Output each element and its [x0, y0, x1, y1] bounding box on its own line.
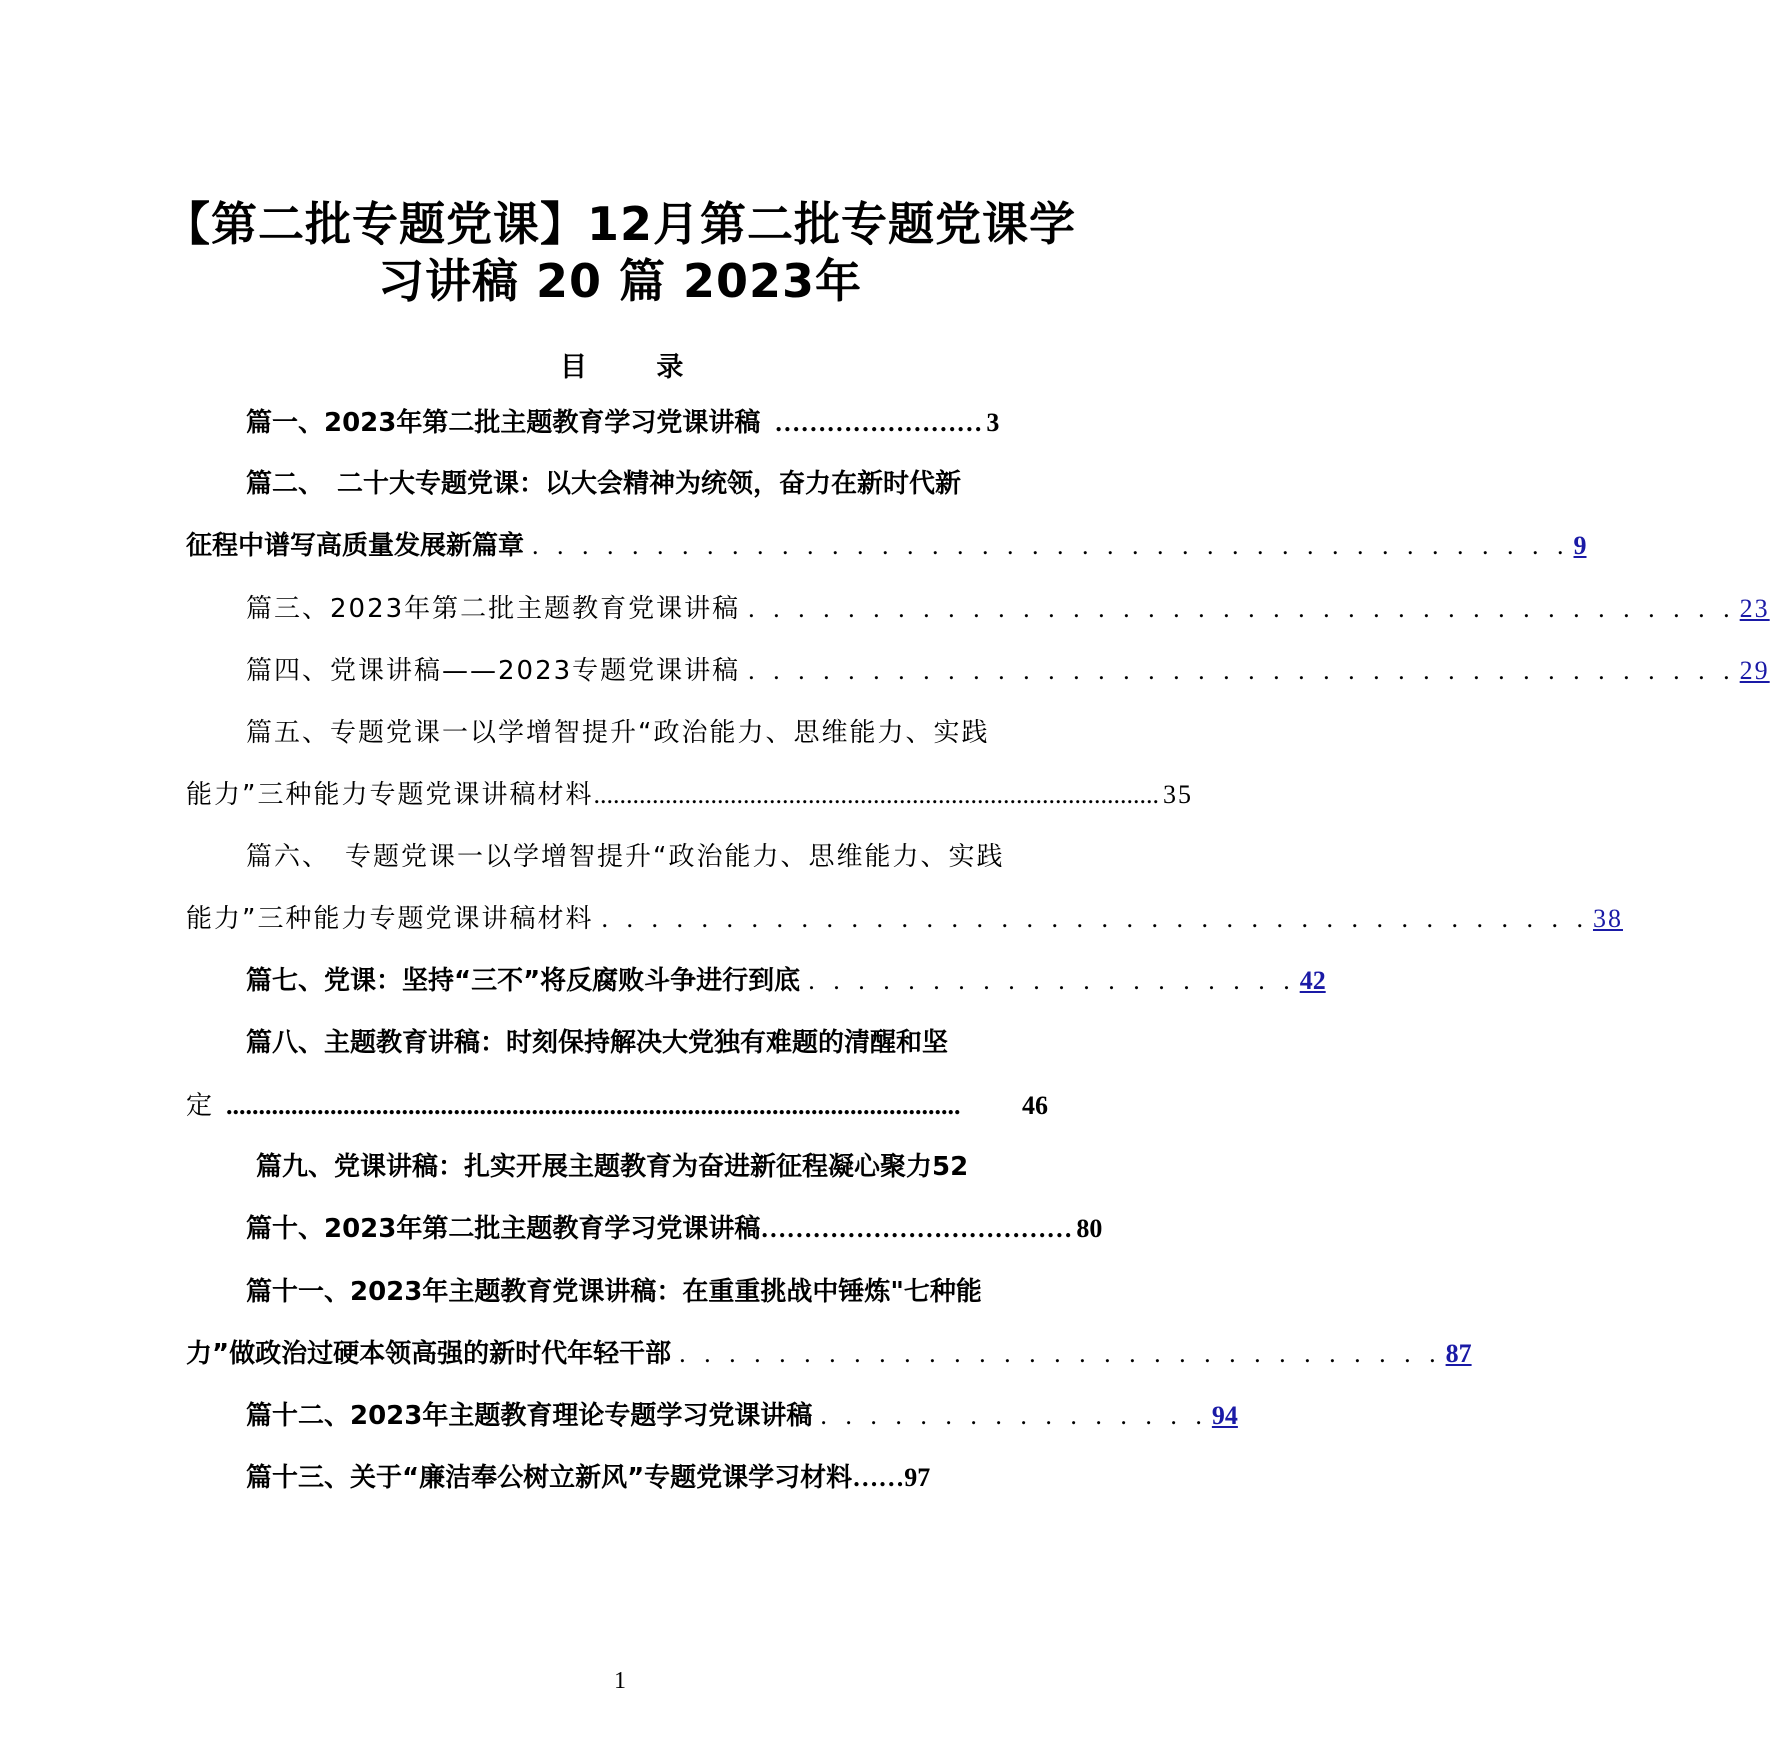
toc-entry-title: 篇六、 专题党课一以学增智提升“政治能力、思维能力、实践 [246, 842, 1005, 872]
toc-entry-title: 篇七、党课：坚持“三不”将反腐败斗争进行到底 [246, 966, 801, 996]
toc-entry-line[interactable] [246, 1022, 1046, 1059]
toc-entry-line[interactable] [246, 712, 1046, 749]
toc-entry-title: 力”做政治过硬本领高强的新时代年轻干部 [186, 1339, 672, 1369]
toc-entry-title: 篇十二、2023年主题教育理论专题学习党课讲稿 [246, 1401, 813, 1431]
toc-entry-title: 篇九、党课讲稿：扎实开展主题教育为奋进新征程凝心聚力52 [256, 1152, 969, 1182]
toc-leader: …………………… [774, 408, 983, 437]
toc-entry[interactable] [246, 588, 1770, 625]
toc-entry-title: 篇四、党课讲稿——2023专题党课讲稿 [246, 656, 741, 686]
toc-entry-line[interactable] [186, 1085, 1048, 1122]
toc-entry-title: 征程中谱写高质量发展新篇章 [186, 531, 525, 561]
toc-leader: . . . . . . . . . . . . . . . . . . . . . . . . . . . . . . . . . . . . . . . . . . [532, 531, 1570, 560]
toc-leader: ……………………………… [760, 1214, 1073, 1243]
toc-heading: 目 录 [560, 352, 714, 383]
toc-leader: . . . . . . . . . . . . . . . . . . . . . . . . . . . . . . . . . . . . . . . . [748, 656, 1736, 685]
toc-entry-title: 篇二、 二十大专题党课：以大会精神为统领，奋力在新时代新 [246, 469, 962, 499]
toc-entry-page-link[interactable]: 29 [1739, 656, 1770, 685]
toc-entry[interactable] [256, 1146, 1056, 1183]
toc-leader: . . . . . . . . . . . . . . . . . . . . . . . . . . . . . . . . . . . . . . . . [748, 594, 1736, 623]
toc-entry-page-link[interactable]: 23 [1739, 594, 1770, 623]
document-title-line-2: 习讲稿 20 篇 2023年 [377, 254, 863, 308]
toc-entry[interactable] [246, 1457, 1046, 1494]
toc-entry-page: 97 [904, 1463, 931, 1492]
toc-entry-title: 篇三、2023年第二批主题教育党课讲稿 [246, 594, 741, 624]
toc-entry-line[interactable] [186, 774, 1193, 811]
toc-entry-line[interactable] [246, 1271, 1046, 1308]
document-title-line-1: 【第二批专题党课】12月第二批专题党课学 [163, 197, 1076, 251]
toc-entry-line[interactable] [186, 1333, 1472, 1370]
toc-entry-page-link[interactable]: 42 [1299, 966, 1326, 995]
toc-entry-title: 篇八、主题教育讲稿：时刻保持解决大党独有难题的清醒和坚 [246, 1028, 949, 1058]
toc-entry-title: 能力”三种能力专题党课讲稿材料 [186, 780, 594, 810]
toc-entry[interactable] [246, 402, 1038, 439]
toc-entry-page: 46 [1022, 1091, 1048, 1120]
toc-entry-line[interactable] [246, 463, 1046, 500]
toc-leader: . . . . . . . . . . . . . . . . . . . . . . . . . . . . . . . . . . . . . . . . [601, 904, 1589, 933]
toc-leader: . . . . . . . . . . . . . . . . . . . . [808, 966, 1296, 995]
toc-entry-title: 篇十一、2023年主题教育党课讲稿：在重重挑战中锤炼"七种能 [246, 1277, 982, 1307]
toc-entry[interactable] [246, 960, 1326, 997]
toc-entry-page-link[interactable]: 94 [1211, 1401, 1238, 1430]
toc-entry[interactable] [246, 650, 1770, 687]
page-number: 1 [614, 1668, 626, 1694]
toc-entry-title: 篇一、2023年第二批主题教育学习党课讲稿 [246, 408, 761, 438]
toc-entry-page: 80 [1076, 1214, 1103, 1243]
toc-leader: . . . . . . . . . . . . . . . . . . . . . . . . . . . . . . . [679, 1339, 1442, 1368]
toc-entry-line[interactable] [186, 898, 1623, 935]
toc-entry-title: 篇十三、关于“廉洁奉公树立新风”专题党课学习材料 [246, 1463, 853, 1493]
toc-leader: ................................................................................................................. [226, 1091, 961, 1120]
toc-entry-title: 篇十、2023年第二批主题教育学习党课讲稿 [246, 1214, 761, 1244]
toc-entry[interactable] [246, 1395, 1238, 1432]
toc-entry-page-link[interactable]: 9 [1573, 531, 1587, 560]
toc-entry[interactable] [246, 1208, 1103, 1245]
toc-entry-title: 定 [186, 1091, 213, 1121]
toc-entry-page-link[interactable]: 38 [1592, 904, 1623, 933]
toc-entry-title: 能力”三种能力专题党课讲稿材料 [186, 904, 594, 934]
toc-entry-title: 篇五、专题党课一以学增智提升“政治能力、思维能力、实践 [246, 718, 990, 748]
toc-entry-line[interactable] [186, 525, 1587, 562]
toc-entry-line[interactable] [246, 836, 1046, 873]
toc-entry-page-link[interactable]: 87 [1445, 1339, 1472, 1368]
toc-leader: …… [852, 1463, 905, 1492]
toc-entry-page: 35 [1162, 780, 1193, 809]
toc-leader: . . . . . . . . . . . . . . . . [820, 1401, 1208, 1430]
toc-leader: ....................................................................................... [593, 780, 1159, 809]
toc-entry-page: 3 [986, 408, 1000, 437]
